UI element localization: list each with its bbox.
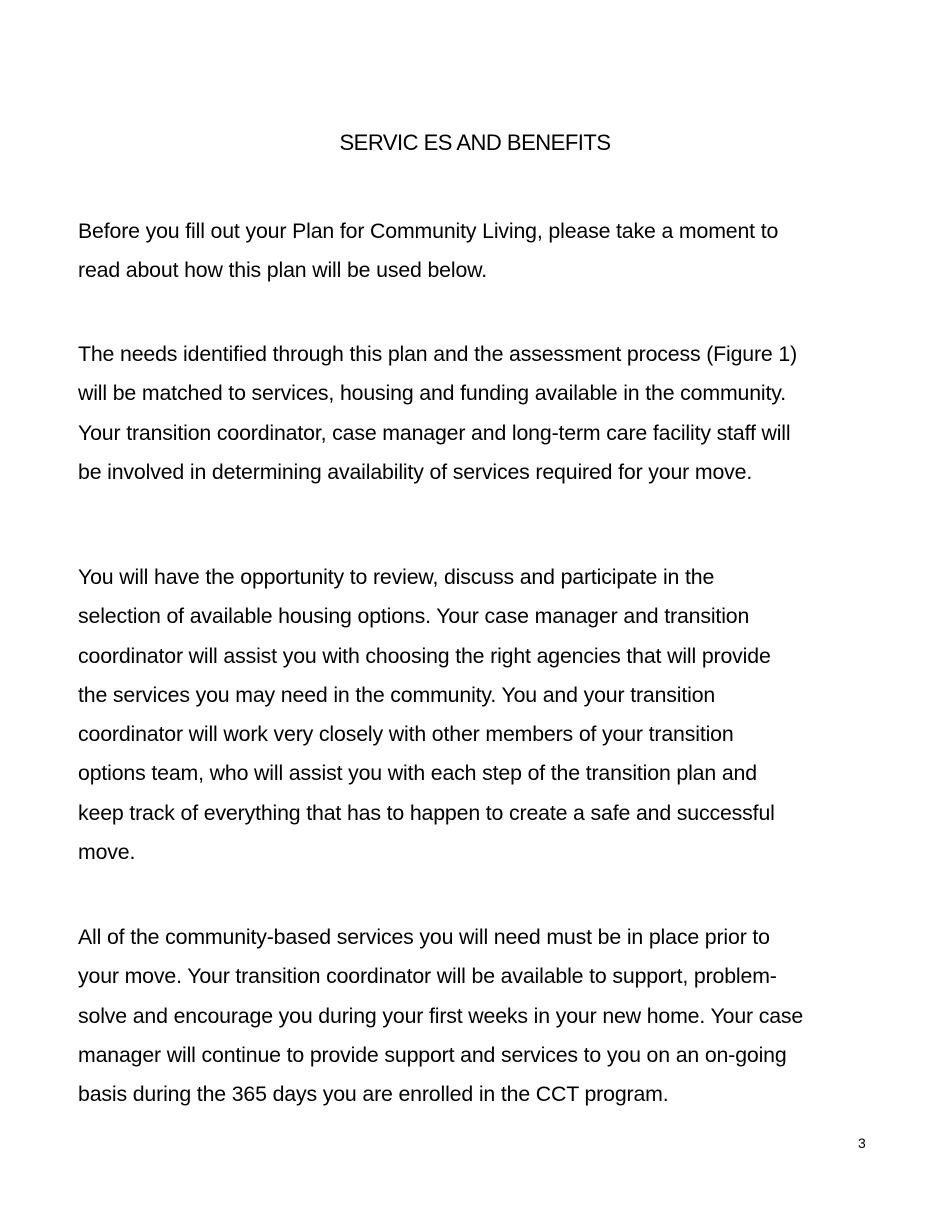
paragraph-line: All of the community-based services you will need must be in place prior to	[78, 925, 770, 949]
paragraph-line: move.	[78, 840, 136, 865]
paragraph-services	[78, 918, 878, 1114]
page-title: SERVIC ES AND BENEFITS	[339, 130, 611, 155]
paragraph-line: basis during the 365 days you are enrolled in the CCT program.	[78, 1082, 669, 1107]
paragraph-line: You will have the opportunity to review, discuss and participate in the	[78, 565, 715, 589]
paragraph-line: coordinator will assist you with choosing the right agencies that will provide	[78, 643, 771, 668]
paragraph-line: the services you may need in the community. You and your transition	[78, 682, 716, 707]
paragraph-needs	[78, 335, 878, 492]
paragraph-line: Before you fill out your Plan for Community Living, please take a moment to	[78, 219, 779, 243]
paragraph-line: Your transition coordinator, case manager and long-term care facility staff will	[78, 420, 791, 445]
paragraph-line: options team, who will assist you with each step of the transition plan and	[78, 761, 757, 786]
paragraph-line: The needs identified through this plan and the assessment process (Figure 1)	[78, 342, 798, 366]
paragraph-intro	[78, 212, 878, 291]
paragraph-line: will be matched to services, housing and funding available in the community.	[78, 381, 786, 406]
page-number: 3	[858, 1135, 866, 1151]
paragraph-line: be involved in determining availability of services required for your move.	[78, 459, 753, 484]
paragraph-line: manager will continue to provide support and services to you on an on-going	[78, 1042, 787, 1067]
paragraph-line: read about how this plan will be used below.	[78, 258, 487, 283]
paragraph-housing	[78, 558, 878, 872]
paragraph-line: coordinator will work very closely with other members of your transition	[78, 722, 734, 747]
paragraph-line: selection of available housing options. Your case manager and transition	[78, 604, 750, 629]
paragraph-line: keep track of everything that has to happen to create a safe and successful	[78, 800, 775, 825]
paragraph-line: your move. Your transition coordinator will be available to support, problem-	[78, 964, 777, 989]
paragraph-line: solve and encourage you during your first weeks in your new home. Your case	[78, 1003, 804, 1028]
